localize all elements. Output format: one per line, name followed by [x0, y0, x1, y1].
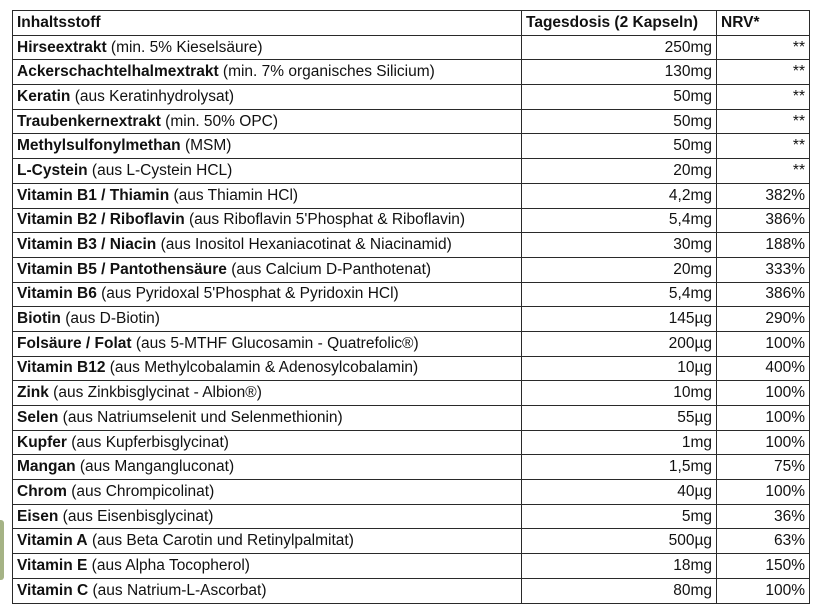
ingredient-name: Vitamin B3 / Niacin [17, 236, 157, 254]
table-row [13, 109, 810, 134]
ingredient-name: Kupfer [17, 433, 67, 451]
ingredient-cell [13, 35, 522, 60]
daily-dose-cell: 5mg [522, 504, 717, 529]
ingredient-cell [13, 504, 522, 529]
ingredient-name: Zink [17, 384, 49, 402]
table-row [13, 307, 810, 332]
nrv-cell: ** [717, 159, 810, 184]
header-nrv: NRV* [717, 11, 810, 36]
nrv-cell: ** [717, 85, 810, 110]
nrv-cell: ** [717, 35, 810, 60]
decorative-edge [0, 520, 4, 580]
daily-dose-cell: 1,5mg [522, 455, 717, 480]
ingredient-name: Vitamin B2 / Riboflavin [17, 211, 185, 229]
daily-dose-cell: 20mg [522, 257, 717, 282]
ingredient-cell [13, 356, 522, 381]
daily-dose-cell: 50mg [522, 134, 717, 159]
table-row [13, 257, 810, 282]
ingredient-source: (aus Inositol Hexaniacotinat & Niacinamid) [156, 236, 452, 254]
daily-dose-cell: 4,2mg [522, 183, 717, 208]
table-row [13, 60, 810, 85]
ingredient-cell [13, 60, 522, 85]
ingredient-source: (aus Calcium D-Panthotenat) [226, 260, 432, 278]
daily-dose-cell: 145µg [522, 307, 717, 332]
nrv-cell: 386% [717, 208, 810, 233]
ingredient-source: (aus Zinkbisglycinat - Albion®) [48, 384, 262, 402]
table-row [13, 529, 810, 554]
ingredients-table [12, 10, 810, 604]
table-header-row [13, 11, 810, 36]
ingredient-name: Traubenkernextrakt [17, 112, 161, 130]
table-row [13, 183, 810, 208]
ingredient-source: (aus Mangangluconat) [75, 458, 235, 476]
table-row [13, 159, 810, 184]
ingredient-name: Selen [17, 408, 59, 426]
ingredient-cell [13, 233, 522, 258]
table-row [13, 282, 810, 307]
table-row [13, 356, 810, 381]
ingredient-cell [13, 554, 522, 579]
ingredient-name: Mangan [17, 458, 76, 476]
daily-dose-cell: 5,4mg [522, 282, 717, 307]
ingredient-source: (aus 5-MTHF Glucosamin - Quatrefolic®) [131, 334, 419, 352]
nrv-cell: 100% [717, 331, 810, 356]
ingredient-cell [13, 159, 522, 184]
ingredient-source: (aus Riboflavin 5'Phosphat & Riboflavin) [184, 211, 466, 229]
nrv-cell: 75% [717, 455, 810, 480]
ingredient-cell [13, 183, 522, 208]
ingredient-cell [13, 430, 522, 455]
ingredient-source: (aus Eisenbisglycinat) [58, 507, 214, 525]
daily-dose-cell: 10µg [522, 356, 717, 381]
ingredient-name: Folsäure / Folat [17, 334, 132, 352]
ingredient-cell [13, 85, 522, 110]
nrv-cell: ** [717, 60, 810, 85]
ingredient-cell [13, 406, 522, 431]
ingredient-cell [13, 331, 522, 356]
ingredient-source: (aus Methylcobalamin & Adenosylcobalamin) [105, 359, 419, 377]
daily-dose-cell: 250mg [522, 35, 717, 60]
nrv-cell: 100% [717, 430, 810, 455]
ingredient-cell [13, 455, 522, 480]
ingredient-name: Vitamin C [17, 581, 89, 599]
daily-dose-cell: 50mg [522, 85, 717, 110]
ingredient-name: Biotin [17, 310, 61, 328]
nrv-cell: 188% [717, 233, 810, 258]
daily-dose-cell: 130mg [522, 60, 717, 85]
ingredient-name: Hirseextrakt [17, 38, 107, 56]
table-row [13, 455, 810, 480]
ingredient-name: Vitamin E [17, 556, 88, 574]
ingredient-name: L-Cystein [17, 161, 88, 179]
ingredient-name: Vitamin A [17, 532, 88, 550]
ingredient-source: (min. 5% Kieselsäure) [106, 38, 263, 56]
ingredient-source: (aus L-Cystein HCL) [87, 161, 233, 179]
ingredient-name: Methylsulfonylmethan [17, 137, 181, 155]
table-row [13, 331, 810, 356]
nrv-cell: ** [717, 134, 810, 159]
ingredient-cell [13, 578, 522, 603]
nrv-cell: 36% [717, 504, 810, 529]
ingredient-name: Ackerschachtelhalmextrakt [17, 63, 219, 81]
ingredient-cell [13, 381, 522, 406]
table-row [13, 35, 810, 60]
nrv-cell: 63% [717, 529, 810, 554]
ingredient-name: Vitamin B5 / Pantothensäure [17, 260, 227, 278]
table-row [13, 406, 810, 431]
ingredient-source: (aus Beta Carotin und Retinylpalmitat) [87, 532, 354, 550]
ingredient-cell [13, 257, 522, 282]
ingredient-cell [13, 134, 522, 159]
ingredient-cell [13, 480, 522, 505]
ingredient-cell [13, 208, 522, 233]
ingredient-source: (aus Alpha Tocopherol) [87, 556, 250, 574]
ingredient-source: (min. 7% organisches Silicium) [218, 63, 435, 81]
ingredient-name: Vitamin B12 [17, 359, 106, 377]
ingredient-source: (aus Thiamin HCl) [169, 186, 299, 204]
daily-dose-cell: 20mg [522, 159, 717, 184]
daily-dose-cell: 30mg [522, 233, 717, 258]
daily-dose-cell: 80mg [522, 578, 717, 603]
table-row [13, 381, 810, 406]
nrv-cell: 100% [717, 578, 810, 603]
ingredient-source: (aus Natrium-L-Ascorbat) [88, 581, 267, 599]
daily-dose-cell: 200µg [522, 331, 717, 356]
ingredient-name: Keratin [17, 87, 71, 105]
ingredient-source: (aus Pyridoxal 5'Phosphat & Pyridoxin HCl) [96, 285, 399, 303]
table-row [13, 554, 810, 579]
table-row [13, 233, 810, 258]
nrv-cell: 150% [717, 554, 810, 579]
ingredient-name: Vitamin B6 [17, 285, 97, 303]
ingredient-cell [13, 307, 522, 332]
daily-dose-cell: 50mg [522, 109, 717, 134]
ingredient-source: (aus Kupferbisglycinat) [66, 433, 229, 451]
table-row [13, 134, 810, 159]
daily-dose-cell: 40µg [522, 480, 717, 505]
ingredient-name: Chrom [17, 482, 67, 500]
nrv-cell: 333% [717, 257, 810, 282]
header-ingredient: Inhaltsstoff [13, 11, 522, 36]
daily-dose-cell: 1mg [522, 430, 717, 455]
daily-dose-cell: 5,4mg [522, 208, 717, 233]
ingredient-source: (aus D-Biotin) [60, 310, 160, 328]
nrv-cell: 100% [717, 480, 810, 505]
daily-dose-cell: 500µg [522, 529, 717, 554]
daily-dose-cell: 10mg [522, 381, 717, 406]
ingredient-name: Eisen [17, 507, 59, 525]
nrv-cell: 382% [717, 183, 810, 208]
daily-dose-cell: 55µg [522, 406, 717, 431]
table-row [13, 480, 810, 505]
table-row [13, 430, 810, 455]
daily-dose-cell: 18mg [522, 554, 717, 579]
nrv-cell: ** [717, 109, 810, 134]
nrv-cell: 400% [717, 356, 810, 381]
nrv-cell: 100% [717, 381, 810, 406]
nrv-cell: 290% [717, 307, 810, 332]
ingredient-cell [13, 529, 522, 554]
ingredient-source: (min. 50% OPC) [160, 112, 279, 130]
ingredient-cell [13, 109, 522, 134]
table-row [13, 85, 810, 110]
ingredient-name: Vitamin B1 / Thiamin [17, 186, 170, 204]
table-row [13, 208, 810, 233]
ingredient-source: (MSM) [180, 137, 232, 155]
ingredient-source: (aus Keratinhydrolysat) [70, 87, 235, 105]
table-row [13, 504, 810, 529]
nrv-cell: 100% [717, 406, 810, 431]
nrv-cell: 386% [717, 282, 810, 307]
ingredient-cell [13, 282, 522, 307]
ingredient-source: (aus Chrompicolinat) [66, 482, 215, 500]
ingredient-source: (aus Natriumselenit und Selenmethionin) [58, 408, 343, 426]
header-daily-dose: Tagesdosis (2 Kapseln) [522, 11, 717, 36]
table-row [13, 578, 810, 603]
